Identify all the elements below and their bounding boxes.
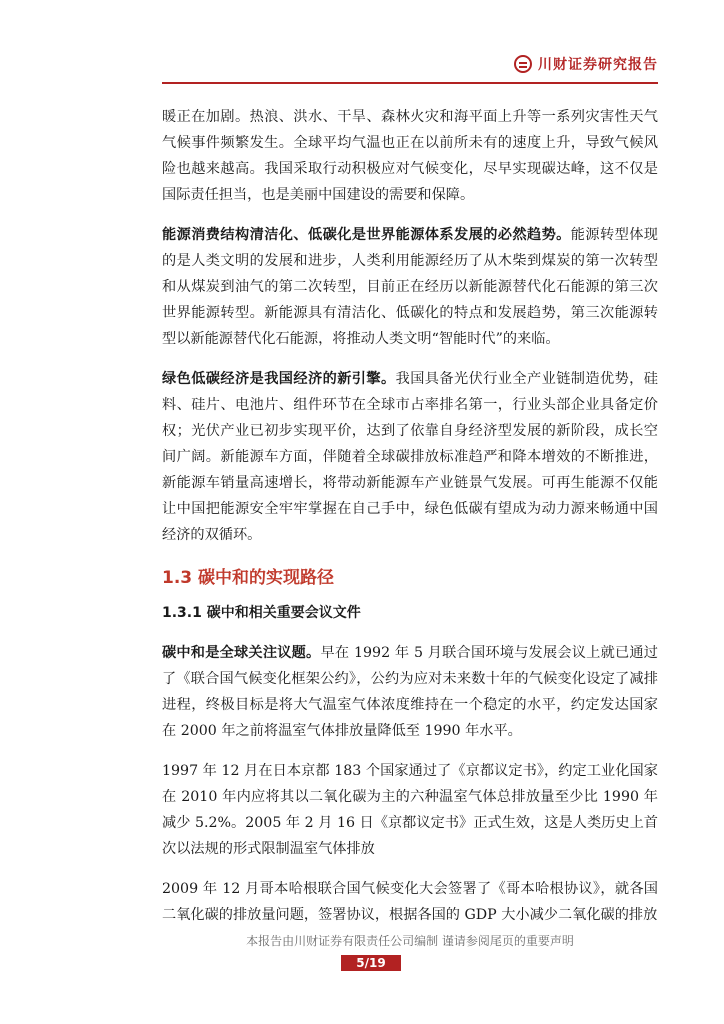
paragraph-lead: 碳中和是全球关注议题。 xyxy=(162,645,321,661)
paragraph-lead: 能源消费结构清洁化、低碳化是世界能源体系发展的必然趋势。 xyxy=(162,227,571,243)
section-heading: 1.3 碳中和的实现路径 xyxy=(162,568,335,588)
paragraph-lead: 绿色低碳经济是我国经济的新引擎。 xyxy=(162,371,396,387)
paragraph-energy-transition xyxy=(162,222,658,352)
header-divider xyxy=(162,82,658,84)
paragraph-text: 能源转型体现的是人类文明的发展和进步，人类利用能源经历了从木柴到煤炭的第一次转型和从煤炭到油气的第二次转型，目前正在经历以新能源替代化石能源的第三次世界能源转型。新能源具有清洁化、低碳化的特点和发展趋势，第三次能源转型以新能源替代化石能源，将推动人类文明“智能时代”的来临。 xyxy=(162,227,658,347)
paragraph-green-economy xyxy=(162,366,658,548)
page-number: 5/19 xyxy=(341,955,401,971)
subsection-heading: 1.3.1 碳中和相关重要会议文件 xyxy=(162,605,361,621)
page-header xyxy=(514,52,658,76)
footer-disclaimer: 本报告由川财证券有限责任公司编制 谨请参阅尾页的重要声明 xyxy=(246,934,574,948)
paragraph-text: 我国具备光伏行业全产业链制造优势，硅料、硅片、电池片、组件环节在全球市占率排名第一，行业头部企业具备定价权；光伏产业已初步实现平价，达到了依靠自身经济型发展的新阶段，成长空间广阔。新能源车方面，伴随着全球碳排放标准趋严和降本增效的不断推进，新能源车销量高速增长，将带动新能源车产业链景气发展。可再生能源不仅能让中国把能源安全牢牢掌握在自己手中，绿色低碳有望成为动力源来畅通中国经济的双循环。 xyxy=(162,371,658,543)
paragraph-kyoto: 1997 年 12 月在日本京都 183 个国家通过了《京都议定书》，约定工业化国家在 2010 年内应将其以二氧化碳为主的六种温室气体总排放量至少比 1990 年减少 5.2%。2005 年 2 月 16 日《京都议定书》正式生效，这是人类历史上首次以法规的形式限制温室气体排放 xyxy=(162,763,658,857)
report-body xyxy=(162,104,658,942)
paragraph-text: 早在 1992 年 5 月联合国环境与发展会议上就已通过了《联合国气候变化框架公约》，公约为应对未来数十年的气候变化设定了减排进程，终极目标是将大气温室气体浓度维持在一个稳定的水平，约定发达国家在 2000 年之前将温室气体排放量降低至 1990 年水平。 xyxy=(162,645,658,739)
chuancai-logo-icon xyxy=(514,55,532,73)
brand-title: 川财证券研究报告 xyxy=(538,57,658,73)
paragraph-copenhagen: 2009 年 12 月哥本哈根联合国气候变化大会签署了《哥本哈根协议》，就各国二氧化碳的排放量问题，签署协议，根据各国的 GDP 大小减少二氧化碳的排放 xyxy=(162,881,658,923)
paragraph-climate: 暖正在加剧。热浪、洪水、干旱、森林火灾和海平面上升等一系列灾害性天气气候事件频繁发生。全球平均气温也正在以前所未有的速度上升，导致气候风险也越来越高。我国采取行动积极应对气候变化，尽早实现碳达峰，这不仅是国际责任担当，也是美丽中国建设的需要和保障。 xyxy=(162,109,658,203)
paragraph-global-topic xyxy=(162,640,658,744)
